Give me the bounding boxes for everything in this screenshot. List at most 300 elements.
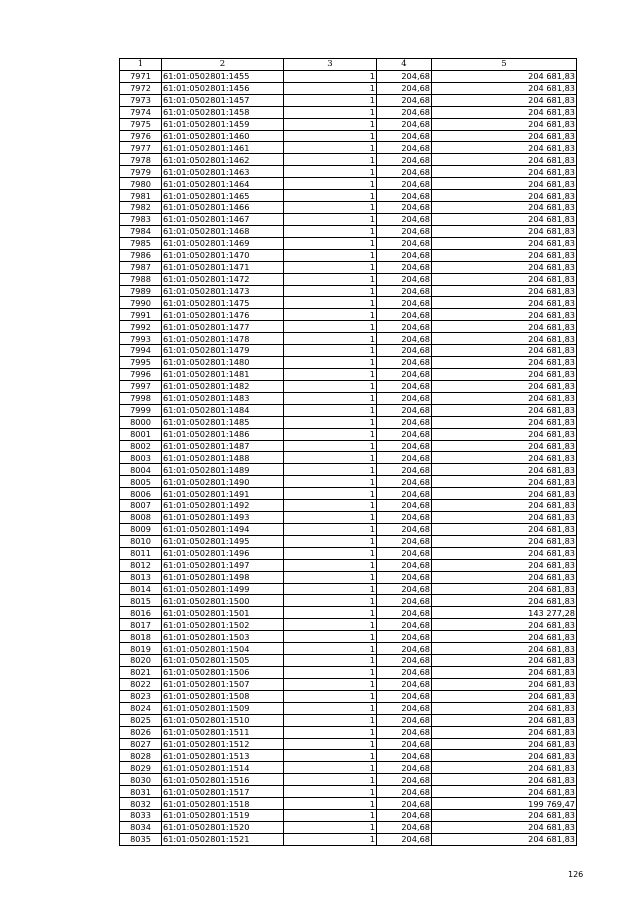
table-row [120,786,577,798]
cadastral-number-cell: 61:01:0502801:1497 [162,559,284,571]
cadastral-number-cell: 61:01:0502801:1498 [162,571,284,583]
area-cell: 204,68 [377,82,432,94]
table-row [120,82,577,94]
value-cell: 204 681,83 [432,297,577,309]
value-cell: 204 681,83 [432,82,577,94]
header-cell-5: 5 [432,59,577,71]
area-cell: 204,68 [377,428,432,440]
cadastral-number-cell: 61:01:0502801:1508 [162,690,284,702]
quantity-cell: 1 [284,571,377,583]
header-cell-1: 1 [120,59,162,71]
cadastral-number-cell: 61:01:0502801:1469 [162,237,284,249]
value-cell: 204 681,83 [432,380,577,392]
area-cell: 204,68 [377,512,432,524]
row-number-cell: 8013 [120,571,162,583]
row-number-cell: 8034 [120,822,162,834]
quantity-cell: 1 [284,357,377,369]
row-number-cell: 7991 [120,309,162,321]
row-number-cell: 8007 [120,500,162,512]
row-number-cell: 7992 [120,321,162,333]
table-row [120,678,577,690]
value-cell: 204 681,83 [432,273,577,285]
header-row [120,59,577,71]
value-cell: 199 769,47 [432,798,577,810]
value-cell: 204 681,83 [432,285,577,297]
quantity-cell: 1 [284,738,377,750]
table-row [120,619,577,631]
cadastral-number-cell: 61:01:0502801:1510 [162,714,284,726]
cadastral-number-cell: 61:01:0502801:1493 [162,512,284,524]
value-cell: 204 681,83 [432,416,577,428]
value-cell: 204 681,83 [432,655,577,667]
row-number-cell: 7981 [120,190,162,202]
value-cell: 204 681,83 [432,810,577,822]
table-row [120,833,577,845]
value-cell: 204 681,83 [432,190,577,202]
table-row [120,488,577,500]
quantity-cell: 1 [284,166,377,178]
table-row [120,404,577,416]
row-number-cell: 8010 [120,535,162,547]
quantity-cell: 1 [284,225,377,237]
row-number-cell: 8032 [120,798,162,810]
table-row [120,702,577,714]
table-row [120,631,577,643]
quantity-cell: 1 [284,380,377,392]
quantity-cell: 1 [284,416,377,428]
value-cell: 204 681,83 [432,225,577,237]
table-row [120,690,577,702]
row-number-cell: 8015 [120,595,162,607]
value-cell: 204 681,83 [432,249,577,261]
area-cell: 204,68 [377,142,432,154]
cadastral-number-cell: 61:01:0502801:1511 [162,726,284,738]
cadastral-number-cell: 61:01:0502801:1484 [162,404,284,416]
quantity-cell: 1 [284,213,377,225]
area-cell: 204,68 [377,738,432,750]
value-cell: 204 681,83 [432,321,577,333]
table-row [120,655,577,667]
area-cell: 204,68 [377,237,432,249]
row-number-cell: 7974 [120,106,162,118]
area-cell: 204,68 [377,333,432,345]
quantity-cell: 1 [284,619,377,631]
quantity-cell: 1 [284,333,377,345]
value-cell: 204 681,83 [432,738,577,750]
cadastral-number-cell: 61:01:0502801:1467 [162,213,284,225]
quantity-cell: 1 [284,154,377,166]
table-row [120,237,577,249]
table-row [120,607,577,619]
area-cell: 204,68 [377,810,432,822]
value-cell: 204 681,83 [432,678,577,690]
quantity-cell: 1 [284,476,377,488]
row-number-cell: 8026 [120,726,162,738]
cadastral-number-cell: 61:01:0502801:1502 [162,619,284,631]
header-cell-2: 2 [162,59,284,71]
quantity-cell: 1 [284,512,377,524]
value-cell: 204 681,83 [432,833,577,845]
cadastral-number-cell: 61:01:0502801:1496 [162,547,284,559]
quantity-cell: 1 [284,249,377,261]
cadastral-number-cell: 61:01:0502801:1487 [162,440,284,452]
quantity-cell: 1 [284,202,377,214]
cadastral-number-cell: 61:01:0502801:1486 [162,428,284,440]
table-row [120,416,577,428]
cadastral-number-cell: 61:01:0502801:1520 [162,822,284,834]
cadastral-number-cell: 61:01:0502801:1471 [162,261,284,273]
row-number-cell: 7984 [120,225,162,237]
value-cell: 204 681,83 [432,714,577,726]
row-number-cell: 7996 [120,368,162,380]
table-row [120,726,577,738]
area-cell: 204,68 [377,130,432,142]
value-cell: 204 681,83 [432,619,577,631]
area-cell: 204,68 [377,500,432,512]
table-body [120,70,577,845]
quantity-cell: 1 [284,273,377,285]
value-cell: 204 681,83 [432,166,577,178]
table-row [120,154,577,166]
cadastral-number-cell: 61:01:0502801:1521 [162,833,284,845]
cadastral-number-cell: 61:01:0502801:1470 [162,249,284,261]
quantity-cell: 1 [284,178,377,190]
cadastral-number-cell: 61:01:0502801:1460 [162,130,284,142]
table-row [120,333,577,345]
quantity-cell: 1 [284,547,377,559]
value-cell: 204 681,83 [432,726,577,738]
area-cell: 204,68 [377,631,432,643]
quantity-cell: 1 [284,535,377,547]
row-number-cell: 8025 [120,714,162,726]
value-cell: 204 681,83 [432,106,577,118]
row-number-cell: 7990 [120,297,162,309]
table-row [120,643,577,655]
quantity-cell: 1 [284,237,377,249]
row-number-cell: 7988 [120,273,162,285]
area-cell: 204,68 [377,619,432,631]
cadastral-number-cell: 61:01:0502801:1461 [162,142,284,154]
area-cell: 204,68 [377,750,432,762]
cadastral-number-cell: 61:01:0502801:1512 [162,738,284,750]
row-number-cell: 7975 [120,118,162,130]
area-cell: 204,68 [377,452,432,464]
cadastral-number-cell: 61:01:0502801:1489 [162,464,284,476]
cadastral-number-cell: 61:01:0502801:1462 [162,154,284,166]
cadastral-number-cell: 61:01:0502801:1517 [162,786,284,798]
cadastral-number-cell: 61:01:0502801:1499 [162,583,284,595]
value-cell: 204 681,83 [432,488,577,500]
quantity-cell: 1 [284,822,377,834]
value-cell: 204 681,83 [432,345,577,357]
value-cell: 204 681,83 [432,70,577,82]
table-row [120,70,577,82]
row-number-cell: 8030 [120,774,162,786]
value-cell: 204 681,83 [432,667,577,679]
area-cell: 204,68 [377,285,432,297]
table-row [120,297,577,309]
row-number-cell: 8006 [120,488,162,500]
value-cell: 204 681,83 [432,559,577,571]
quantity-cell: 1 [284,726,377,738]
quantity-cell: 1 [284,678,377,690]
row-number-cell: 7971 [120,70,162,82]
quantity-cell: 1 [284,559,377,571]
value-cell: 204 681,83 [432,762,577,774]
cadastral-number-cell: 61:01:0502801:1504 [162,643,284,655]
area-cell: 204,68 [377,273,432,285]
quantity-cell: 1 [284,440,377,452]
quantity-cell: 1 [284,392,377,404]
table-row [120,345,577,357]
quantity-cell: 1 [284,786,377,798]
header-cell-3: 3 [284,59,377,71]
row-number-cell: 8002 [120,440,162,452]
quantity-cell: 1 [284,833,377,845]
area-cell: 204,68 [377,118,432,130]
area-cell: 204,68 [377,94,432,106]
table-row [120,559,577,571]
quantity-cell: 1 [284,428,377,440]
table-row [120,476,577,488]
row-number-cell: 8027 [120,738,162,750]
row-number-cell: 8016 [120,607,162,619]
cadastral-number-cell: 61:01:0502801:1483 [162,392,284,404]
cadastral-number-cell: 61:01:0502801:1482 [162,380,284,392]
row-number-cell: 8003 [120,452,162,464]
value-cell: 204 681,83 [432,464,577,476]
value-cell: 204 681,83 [432,595,577,607]
area-cell: 204,68 [377,690,432,702]
quantity-cell: 1 [284,345,377,357]
cadastral-number-cell: 61:01:0502801:1472 [162,273,284,285]
cadastral-number-cell: 61:01:0502801:1480 [162,357,284,369]
area-cell: 204,68 [377,595,432,607]
value-cell: 204 681,83 [432,547,577,559]
table-row [120,392,577,404]
table-row [120,452,577,464]
table-row [120,357,577,369]
value-cell: 204 681,83 [432,750,577,762]
cadastral-number-cell: 61:01:0502801:1457 [162,94,284,106]
quantity-cell: 1 [284,762,377,774]
value-cell: 204 681,83 [432,202,577,214]
row-number-cell: 8035 [120,833,162,845]
quantity-cell: 1 [284,523,377,535]
table-row [120,774,577,786]
quantity-cell: 1 [284,595,377,607]
quantity-cell: 1 [284,702,377,714]
value-cell: 204 681,83 [432,368,577,380]
table-row [120,738,577,750]
area-cell: 204,68 [377,822,432,834]
quantity-cell: 1 [284,368,377,380]
cadastral-number-cell: 61:01:0502801:1516 [162,774,284,786]
cadastral-number-cell: 61:01:0502801:1473 [162,285,284,297]
quantity-cell: 1 [284,631,377,643]
table-row [120,571,577,583]
value-cell: 204 681,83 [432,178,577,190]
row-number-cell: 8029 [120,762,162,774]
area-cell: 204,68 [377,225,432,237]
cadastral-number-cell: 61:01:0502801:1519 [162,810,284,822]
quantity-cell: 1 [284,321,377,333]
row-number-cell: 7998 [120,392,162,404]
table-row [120,94,577,106]
value-cell: 204 681,83 [432,512,577,524]
cadastral-number-cell: 61:01:0502801:1464 [162,178,284,190]
row-number-cell: 7980 [120,178,162,190]
table-row [120,225,577,237]
area-cell: 204,68 [377,106,432,118]
row-number-cell: 7986 [120,249,162,261]
area-cell: 204,68 [377,261,432,273]
area-cell: 204,68 [377,440,432,452]
quantity-cell: 1 [284,750,377,762]
table-row [120,750,577,762]
row-number-cell: 7993 [120,333,162,345]
table-row [120,583,577,595]
cadastral-number-cell: 61:01:0502801:1479 [162,345,284,357]
area-cell: 204,68 [377,535,432,547]
area-cell: 204,68 [377,643,432,655]
area-cell: 204,68 [377,655,432,667]
value-cell: 204 681,83 [432,404,577,416]
cadastral-number-cell: 61:01:0502801:1501 [162,607,284,619]
quantity-cell: 1 [284,261,377,273]
value-cell: 204 681,83 [432,690,577,702]
cadastral-number-cell: 61:01:0502801:1485 [162,416,284,428]
value-cell: 204 681,83 [432,535,577,547]
quantity-cell: 1 [284,798,377,810]
quantity-cell: 1 [284,94,377,106]
row-number-cell: 7983 [120,213,162,225]
row-number-cell: 7972 [120,82,162,94]
quantity-cell: 1 [284,488,377,500]
quantity-cell: 1 [284,714,377,726]
area-cell: 204,68 [377,297,432,309]
area-cell: 204,68 [377,702,432,714]
row-number-cell: 8001 [120,428,162,440]
row-number-cell: 8014 [120,583,162,595]
row-number-cell: 8018 [120,631,162,643]
table-row [120,810,577,822]
table-row [120,500,577,512]
value-cell: 204 681,83 [432,440,577,452]
row-number-cell: 8031 [120,786,162,798]
row-number-cell: 7973 [120,94,162,106]
quantity-cell: 1 [284,452,377,464]
area-cell: 204,68 [377,309,432,321]
row-number-cell: 7997 [120,380,162,392]
row-number-cell: 8012 [120,559,162,571]
value-cell: 204 681,83 [432,428,577,440]
table-row [120,213,577,225]
area-cell: 204,68 [377,202,432,214]
row-number-cell: 8017 [120,619,162,631]
area-cell: 204,68 [377,178,432,190]
table-row [120,142,577,154]
quantity-cell: 1 [284,667,377,679]
value-cell: 204 681,83 [432,571,577,583]
area-cell: 204,68 [377,714,432,726]
area-cell: 204,68 [377,70,432,82]
cadastral-number-cell: 61:01:0502801:1507 [162,678,284,690]
area-cell: 204,68 [377,786,432,798]
quantity-cell: 1 [284,643,377,655]
row-number-cell: 8011 [120,547,162,559]
table-row [120,714,577,726]
table-row [120,309,577,321]
cadastral-number-cell: 61:01:0502801:1456 [162,82,284,94]
row-number-cell: 8005 [120,476,162,488]
table-row [120,667,577,679]
value-cell: 143 277,28 [432,607,577,619]
area-cell: 204,68 [377,464,432,476]
quantity-cell: 1 [284,500,377,512]
row-number-cell: 8008 [120,512,162,524]
quantity-cell: 1 [284,655,377,667]
area-cell: 204,68 [377,476,432,488]
cadastral-number-cell: 61:01:0502801:1494 [162,523,284,535]
area-cell: 204,68 [377,166,432,178]
quantity-cell: 1 [284,607,377,619]
quantity-cell: 1 [284,70,377,82]
value-cell: 204 681,83 [432,583,577,595]
table-row [120,273,577,285]
cadastral-number-cell: 61:01:0502801:1463 [162,166,284,178]
table-row [120,190,577,202]
area-cell: 204,68 [377,833,432,845]
value-cell: 204 681,83 [432,774,577,786]
area-cell: 204,68 [377,392,432,404]
row-number-cell: 7989 [120,285,162,297]
area-cell: 204,68 [377,547,432,559]
quantity-cell: 1 [284,297,377,309]
value-cell: 204 681,83 [432,392,577,404]
value-cell: 204 681,83 [432,357,577,369]
value-cell: 204 681,83 [432,118,577,130]
row-number-cell: 7985 [120,237,162,249]
area-cell: 204,68 [377,798,432,810]
row-number-cell: 8004 [120,464,162,476]
cadastral-number-cell: 61:01:0502801:1468 [162,225,284,237]
quantity-cell: 1 [284,106,377,118]
value-cell: 204 681,83 [432,130,577,142]
area-cell: 204,68 [377,380,432,392]
row-number-cell: 7987 [120,261,162,273]
cadastral-number-cell: 61:01:0502801:1492 [162,500,284,512]
cadastral-number-cell: 61:01:0502801:1505 [162,655,284,667]
row-number-cell: 8019 [120,643,162,655]
value-cell: 204 681,83 [432,309,577,321]
area-cell: 204,68 [377,607,432,619]
table-row [120,822,577,834]
area-cell: 204,68 [377,345,432,357]
table-row [120,130,577,142]
area-cell: 204,68 [377,571,432,583]
area-cell: 204,68 [377,249,432,261]
cadastral-number-cell: 61:01:0502801:1506 [162,667,284,679]
cadastral-number-cell: 61:01:0502801:1478 [162,333,284,345]
cadastral-number-cell: 61:01:0502801:1514 [162,762,284,774]
value-cell: 204 681,83 [432,523,577,535]
table-row [120,440,577,452]
table-row [120,368,577,380]
cadastral-number-cell: 61:01:0502801:1459 [162,118,284,130]
table-row [120,166,577,178]
quantity-cell: 1 [284,810,377,822]
